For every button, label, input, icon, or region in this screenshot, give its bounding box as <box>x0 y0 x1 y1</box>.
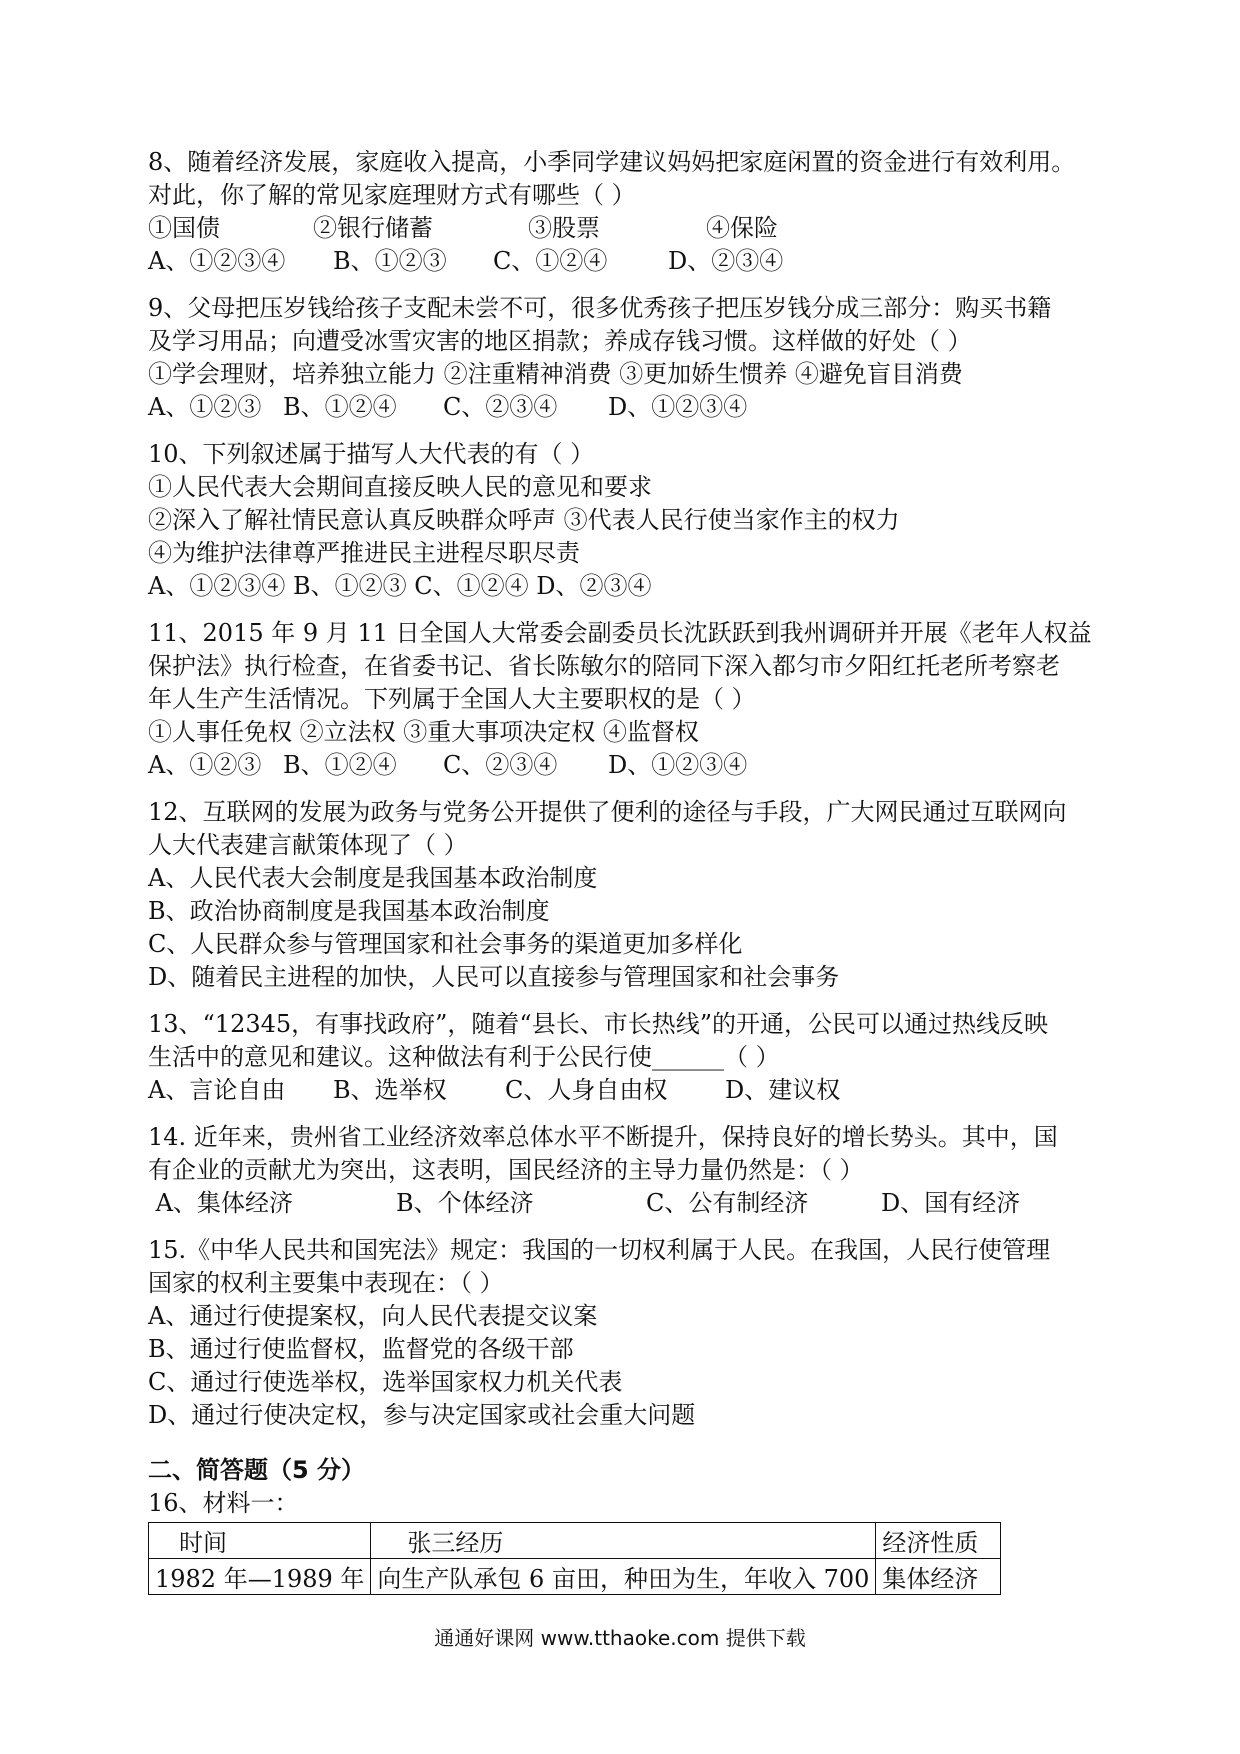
choice-list <box>148 245 1108 278</box>
choice-b: B、政治协商制度是我国基本政治制度 <box>148 897 550 925</box>
choice-b: B、①②④ <box>283 751 397 779</box>
item: ③股票 <box>528 214 600 242</box>
header-cell: 经济性质 <box>876 1523 1001 1559</box>
choice-list <box>148 391 1108 424</box>
choice-a: A、集体经济 <box>148 1189 293 1217</box>
material-table <box>148 1522 1001 1595</box>
question-text: 11、2015 年 9 月 11 日全国人大常委会副委员长沈跃跃到我州调研并开展《老年人权益 <box>148 619 1092 647</box>
choice-d: D、建议权 <box>725 1076 841 1104</box>
choice-d: D、国有经济 <box>881 1189 1021 1217</box>
choice-a: A、①②③ <box>148 751 262 779</box>
table-cell: 集体经济 <box>876 1559 1001 1595</box>
item-list <box>148 212 1108 245</box>
choice-a: A、①②③④ <box>148 247 286 275</box>
exam-page <box>148 146 1108 1595</box>
question-15 <box>148 1234 1108 1432</box>
question-text: 有企业的贡献尤为突出，这表明，国民经济的主导力量仍然是：（ ） <box>148 1156 864 1184</box>
choice-b: B、选举权 <box>333 1076 447 1104</box>
question-text: 9、父母把压岁钱给孩子支配未尝不可，很多优秀孩子把压岁钱分成三部分：购买书籍 <box>148 294 1052 322</box>
choice-a: A、通过行使提案权，向人民代表提交议案 <box>148 1302 598 1330</box>
question-text: 12、互联网的发展为政务与党务公开提供了便利的途径与手段，广大网民通过互联网向 <box>148 798 1067 826</box>
question-8 <box>148 146 1108 278</box>
question-11 <box>148 617 1108 782</box>
question-12 <box>148 796 1108 994</box>
question-14 <box>148 1121 1108 1220</box>
question-text: 10、下列叙述属于描写人大代表的有（ ） <box>148 440 595 468</box>
header-cell: 时间 <box>149 1523 371 1559</box>
choice-d: D、随着民主进程的加快，人民可以直接参与管理国家和社会事务 <box>148 963 840 991</box>
question-text: 年人生产生活情况。下列属于全国人大主要职权的是（ ） <box>148 685 756 713</box>
question-items: ①人民代表大会期间直接反映人民的意见和要求 <box>148 473 652 501</box>
choice-d: D、通过行使决定权，参与决定国家或社会重大问题 <box>148 1401 696 1429</box>
question-10 <box>148 438 1108 603</box>
question-text: 8、随着经济发展，家庭收入提高，小季同学建议妈妈把家庭闲置的资金进行有效利用。 <box>148 148 1076 176</box>
choice-d: D、①②③④ <box>608 751 748 779</box>
choice-c: C、①②④ <box>493 247 608 275</box>
question-items: ②深入了解社情民意认真反映群众呼声 ③代表人民行使当家作主的权力 <box>148 506 900 534</box>
choice-a: A、①②③ <box>148 393 262 421</box>
table-cell: 向生产队承包 6 亩田，种田为生，年收入 700 <box>371 1559 876 1595</box>
choice-b: B、①②③ <box>333 247 447 275</box>
question-text: 15.《中华人民共和国宪法》规定：我国的一切权利属于人民。在我国，人民行使管理 <box>148 1236 1051 1264</box>
question-13 <box>148 1008 1108 1107</box>
choice-b: B、个体经济 <box>396 1189 534 1217</box>
choice-d: D、①②③④ <box>608 393 748 421</box>
question-text: 及学习用品；向遭受冰雪灾害的地区捐款；养成存钱习惯。这样做的好处（ ） <box>148 327 972 355</box>
choice-list <box>148 1187 1108 1220</box>
page-footer: 通通好课网 www.tthaoke.com 提供下载 <box>434 1626 806 1650</box>
question-text: 保护法》执行检查，在省委书记、省长陈敏尔的陪同下深入都匀市夕阳红托老所考察老 <box>148 652 1060 680</box>
table-header-row <box>149 1523 1001 1559</box>
choice-c: C、通过行使选举权，选举国家权力机关代表 <box>148 1368 623 1396</box>
question-text: 生活中的意见和建议。这种做法有利于公民行使______（ ） <box>148 1043 780 1071</box>
choice-list <box>148 1074 1108 1107</box>
header-cell: 张三经历 <box>371 1523 876 1559</box>
choice-list <box>148 749 1108 782</box>
question-text: 14. 近年来，贵州省工业经济效率总体水平不断提升，保持良好的增长势头。其中，国 <box>148 1123 1058 1151</box>
choice-a: A、言论自由 <box>148 1076 286 1104</box>
section-title: 二、简答题（5 分） <box>148 1456 366 1484</box>
choice-b: B、①②④ <box>283 393 397 421</box>
table-row <box>149 1559 1001 1595</box>
choice-d: D、②③④ <box>668 247 784 275</box>
question-items: ④为维护法律尊严推进民主进程尽职尽责 <box>148 539 580 567</box>
choice-c: C、人民群众参与管理国家和社会事务的渠道更加多样化 <box>148 930 743 958</box>
question-items: ①学会理财，培养独立能力 ②注重精神消费 ③更加娇生惯养 ④避免盲目消费 <box>148 360 963 388</box>
choice-b: B、通过行使监督权，监督党的各级干部 <box>148 1335 574 1363</box>
choice-c: C、人身自由权 <box>505 1076 668 1104</box>
choice-a: A、人民代表大会制度是我国基本政治制度 <box>148 864 598 892</box>
question-items: ①人事任免权 ②立法权 ③重大事项决定权 ④监督权 <box>148 718 699 746</box>
choice-list: A、①②③④ B、①②③ C、①②④ D、②③④ <box>148 572 652 600</box>
choice-c: C、②③④ <box>443 751 558 779</box>
question-16-label: 16、材料一： <box>148 1489 299 1517</box>
question-9 <box>148 292 1108 424</box>
question-text: 13、“12345，有事找政府”，随着“县长、市长热线”的开通，公民可以通过热线反映 <box>148 1010 1048 1038</box>
question-text: 国家的权利主要集中表现在：（ ） <box>148 1269 504 1297</box>
question-text: 人大代表建言献策体现了（ ） <box>148 831 468 859</box>
item: ①国债 <box>148 214 220 242</box>
question-text: 对此，你了解的常见家庭理财方式有哪些（ ） <box>148 181 636 209</box>
table-cell: 1982 年—1989 年 <box>149 1559 371 1595</box>
choice-c: C、②③④ <box>443 393 558 421</box>
choice-c: C、公有制经济 <box>646 1189 809 1217</box>
item: ②银行储蓄 <box>313 214 433 242</box>
item: ④保险 <box>706 214 778 242</box>
